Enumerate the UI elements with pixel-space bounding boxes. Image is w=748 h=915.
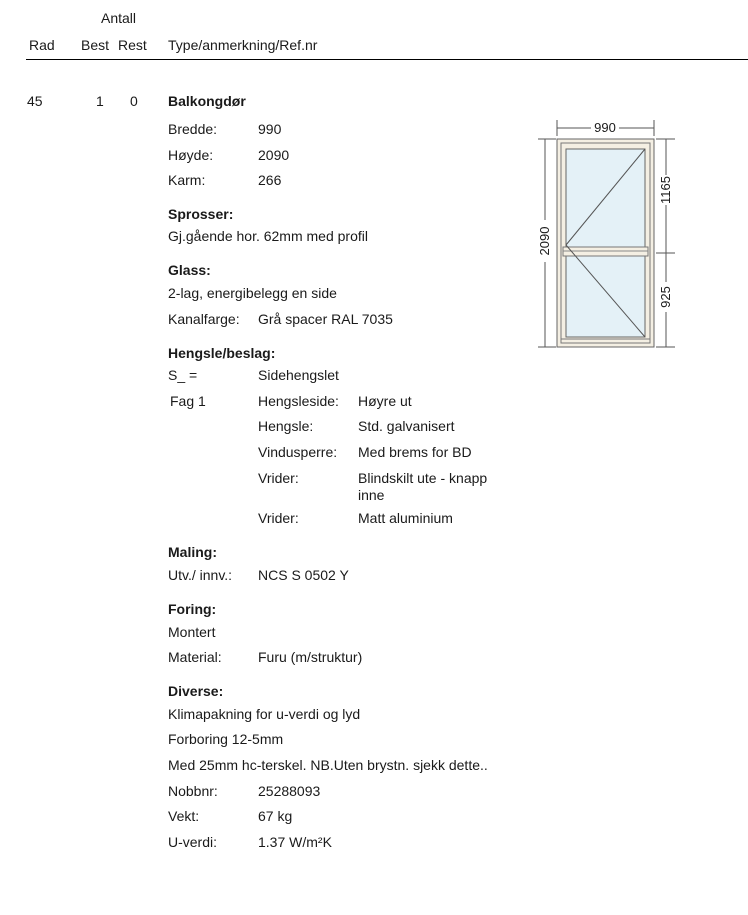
- diverse-line: Klimapakning for u-verdi og lyd: [168, 706, 361, 722]
- lower-label: 925: [658, 286, 673, 308]
- dim-label: Bredde:: [168, 121, 218, 137]
- dim-label: Karm:: [168, 172, 206, 188]
- diverse-field-label: U-verdi:: [168, 834, 218, 850]
- glass-heading: Glass:: [168, 262, 211, 278]
- header-best: Best: [81, 37, 110, 53]
- hengsle-item-value: Blindskilt ute - knapp: [358, 470, 488, 486]
- diverse-heading: Diverse:: [168, 683, 224, 699]
- width-label: 990: [594, 120, 616, 135]
- hengsle-heading: Hengsle/beslag:: [168, 345, 276, 361]
- door-drawing: [530, 112, 690, 360]
- header-antall: Antall: [101, 10, 137, 26]
- hengsle-item-value: Høyre ut: [358, 393, 412, 409]
- kanalfarge-label: Kanalfarge:: [168, 311, 240, 327]
- material-label: Material:: [168, 649, 222, 665]
- lower-glass-pane: [566, 256, 645, 337]
- hengsle-item-value: Matt aluminium: [358, 510, 453, 526]
- dim-label: Høyde:: [168, 147, 214, 163]
- hengsle-item-value: Med brems for BD: [358, 444, 472, 460]
- diverse-line: Forboring 12-5mm: [168, 731, 284, 747]
- maling-label: Utv./ innv.:: [168, 567, 233, 583]
- diverse-field-value: 1.37 W/m²K: [258, 834, 332, 850]
- hengsle-item-label: Hengsle:: [258, 418, 314, 434]
- sprosser-text: Gj.gående hor. 62mm med profil: [168, 228, 368, 244]
- material-value: Furu (m/struktur): [258, 649, 363, 665]
- hengsle-item-value: Std. galvanisert: [358, 418, 455, 434]
- sprosser-heading: Sprosser:: [168, 206, 234, 222]
- maling-heading: Maling:: [168, 544, 217, 560]
- diverse-field-label: Vekt:: [168, 808, 200, 824]
- maling-value: NCS S 0502 Y: [258, 567, 349, 583]
- s-value: Sidehengslet: [258, 367, 339, 383]
- dim-value: 266: [258, 172, 282, 188]
- hengsle-item-label: Hengsleside:: [258, 393, 339, 409]
- diverse-line: Med 25mm hc-terskel. NB.Uten brystn. sjekk dette..: [168, 757, 488, 773]
- kanalfarge-value: Grå spacer RAL 7035: [258, 311, 393, 327]
- hengsle-item-label: Vrider:: [258, 510, 299, 526]
- product-title: Balkongdør: [168, 93, 246, 109]
- dim-value: 990: [258, 121, 282, 137]
- fag-label: Fag 1: [170, 393, 206, 409]
- glass-text: 2-lag, energibelegg en side: [168, 285, 337, 301]
- hengsle-item-label: Vindusperre:: [258, 444, 338, 460]
- header-divider: [26, 59, 748, 60]
- row-rad: 45: [27, 93, 43, 109]
- foring-heading: Foring:: [168, 601, 217, 617]
- diverse-field-value: 25288093: [258, 783, 321, 799]
- diverse-field-label: Nobbnr:: [168, 783, 218, 799]
- header-type: Type/anmerkning/Ref.nr: [168, 37, 318, 53]
- upper-label: 1165: [658, 176, 673, 204]
- foring-text: Montert: [168, 624, 216, 640]
- row-best: 1: [96, 93, 104, 109]
- dim-value: 2090: [258, 147, 290, 163]
- diverse-field-value: 67 kg: [258, 808, 293, 824]
- row-rest: 0: [130, 93, 138, 109]
- height-label: 2090: [537, 226, 552, 256]
- hengsle-item-label: Vrider:: [258, 470, 299, 486]
- hengsle-item-value-cont: inne: [358, 487, 385, 503]
- s-label: S_ =: [168, 367, 198, 383]
- header-rad: Rad: [29, 37, 55, 53]
- header-rest: Rest: [118, 37, 147, 53]
